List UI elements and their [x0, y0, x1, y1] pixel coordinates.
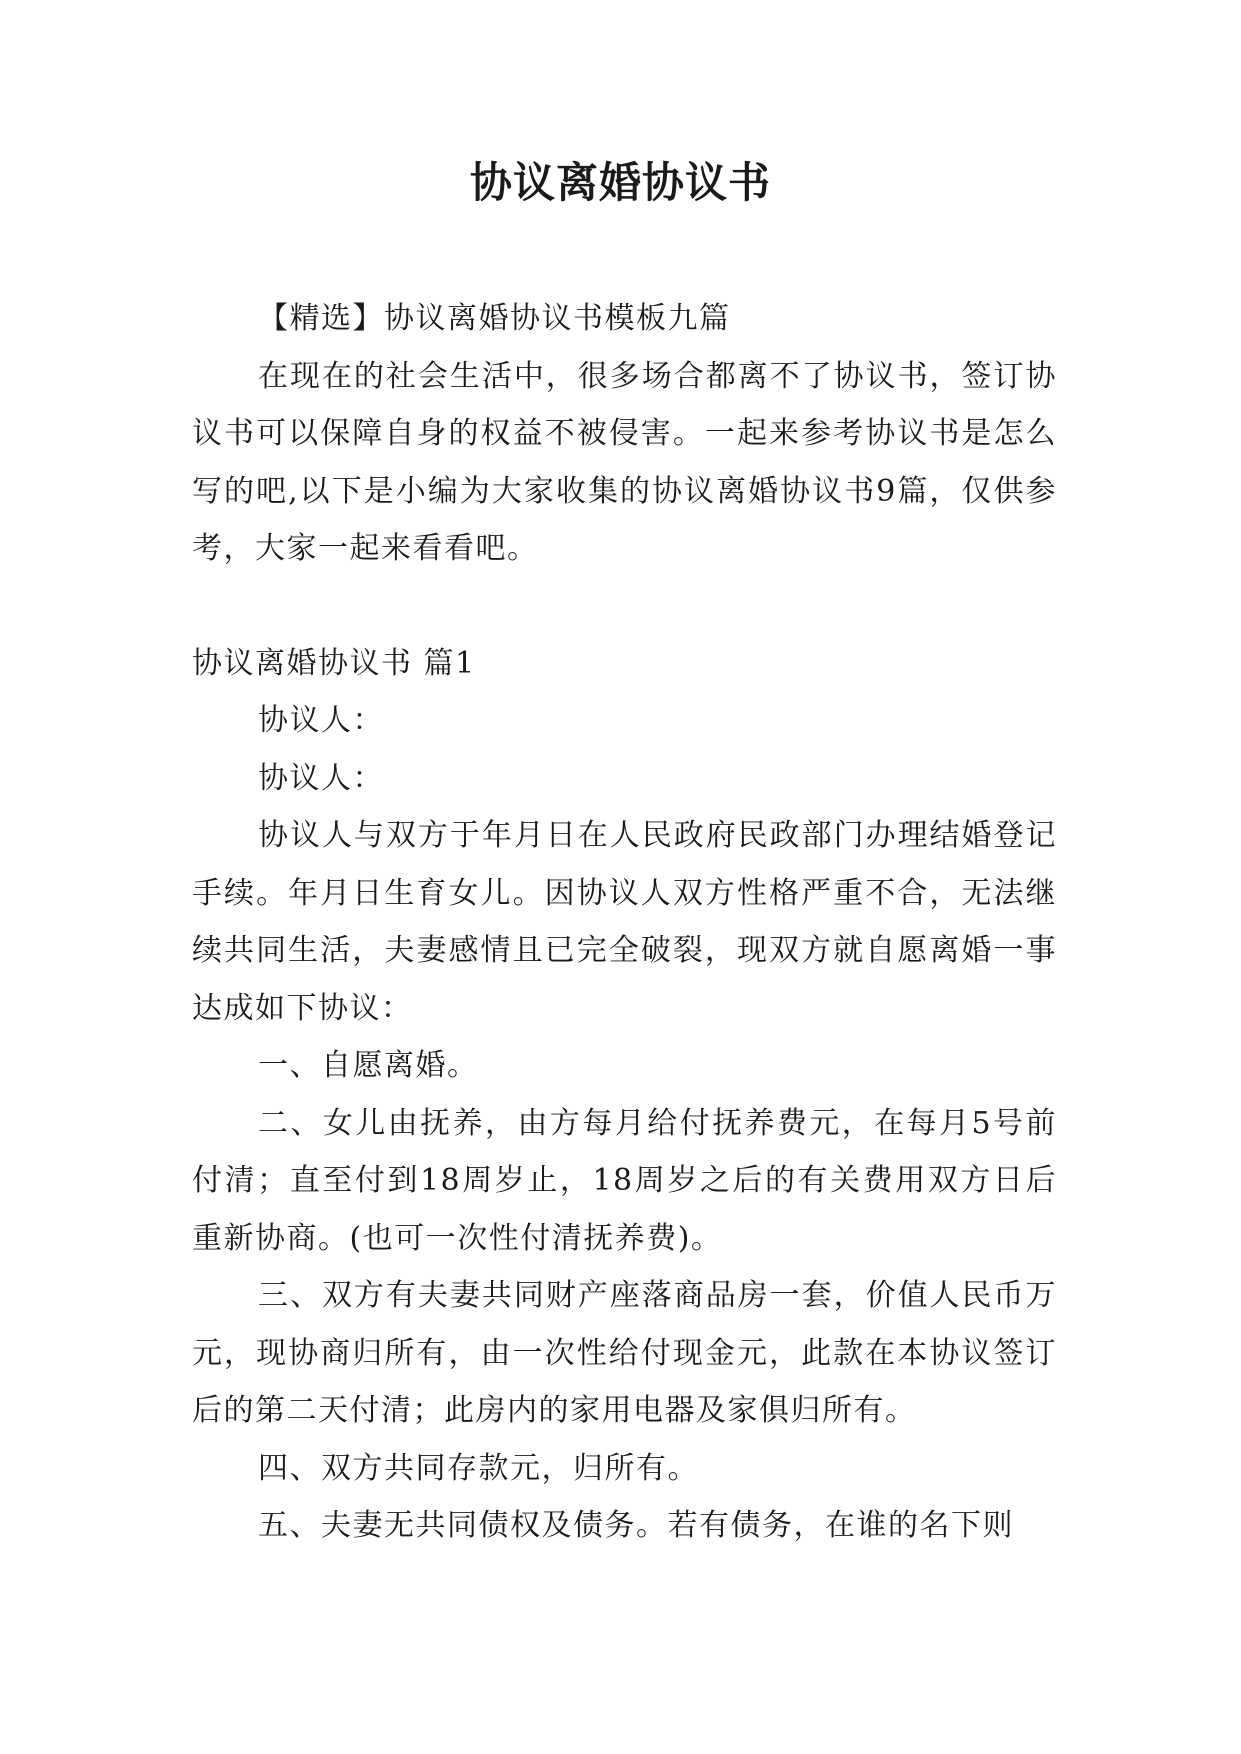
clause-5: 五、夫妻无共同债权及债务。若有债务，在谁的名下则 [258, 1508, 1014, 1543]
section-spacer [192, 578, 1057, 635]
preamble-paragraph: 协议人与双方于年月日在人民政府民政部门办理结婚登记手续。年月日生育女儿。因协议人双方性格严重不合，无法继续共同生活，夫妻感情且已完全破裂，现双方就自愿离婚一事达成如下协议： [192, 818, 1057, 1026]
clause-3: 三、双方有夫妻共同财产座落商品房一套，价值人民币万元，现协商归所有，由一次性给付现金元，此款在本协议签订后的第二天付清；此房内的家用电器及家俱归所有。 [192, 1278, 1057, 1428]
party-line-1: 协议人： [258, 703, 384, 738]
document-body [192, 290, 1057, 1555]
intro-subtitle: 【精选】协议离婚协议书模板九篇 [258, 301, 731, 336]
clause-1: 一、自愿离婚。 [258, 1048, 479, 1083]
document-title: 协议离婚协议书 [469, 158, 771, 207]
party-line-2: 协议人： [258, 760, 384, 796]
intro-paragraph: 在现在的社会生活中，很多场合都离不了协议书，签订协议书可以保障自身的权益不被侵害。一起来参考协议书是怎么写的吧,以下是小编为大家收集的协议离婚协议书9篇，仅供参考，大家一起来看看吧。 [192, 358, 1057, 566]
section-heading: 协议离婚协议书 篇1 [192, 645, 476, 681]
clause-4: 四、双方共同存款元，归所有。 [258, 1450, 699, 1486]
clause-2: 二、女儿由抚养，由方每月给付抚养费元，在每月5号前付清；直至付到18周岁止，18周岁之后的有关费用双方日后重新协商。(也可一次性付清抚养费)。 [192, 1105, 1057, 1256]
